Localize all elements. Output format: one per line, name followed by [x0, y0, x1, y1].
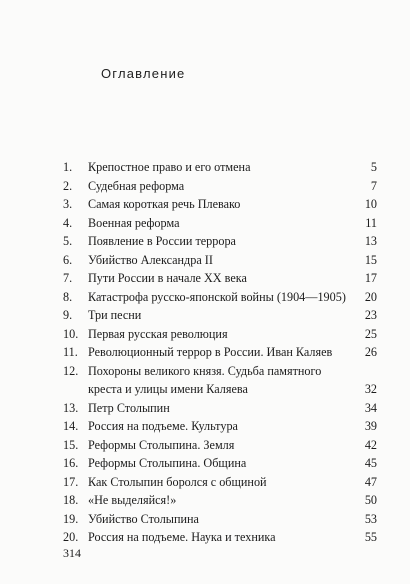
entry-number: 11.: [63, 345, 78, 359]
entry-number: 20.: [63, 530, 79, 544]
toc-entry: [63, 436, 377, 455]
entry-page: 39: [364, 419, 377, 433]
entry-title: Крепостное право и его отмена: [88, 160, 251, 174]
entry-title: Катастрофа русско-японской войны (1904—1905): [88, 289, 346, 304]
entry-page: 7: [370, 178, 377, 193]
toc-entry: [63, 251, 377, 270]
entry-number: 17.: [63, 474, 79, 489]
entry-title: Революционный террор в России. Иван Каляев: [88, 345, 333, 359]
entry-number: 12.: [63, 363, 79, 378]
entry-title: Самая короткая речь Плевако: [88, 197, 241, 211]
entry-page: 23: [364, 308, 377, 322]
toc-entry: [63, 214, 377, 233]
entry-number: 3.: [63, 197, 73, 211]
entry-number: 4.: [63, 215, 73, 230]
table-of-contents: [63, 158, 377, 547]
entry-number: 1.: [63, 160, 73, 174]
toc-entry: [63, 325, 377, 344]
entry-title: Военная реформа: [88, 215, 180, 230]
toc-heading: Оглавление: [101, 66, 186, 81]
entry-page: 55: [364, 530, 377, 544]
entry-page: 34: [364, 400, 377, 415]
entry-page: 15: [364, 252, 377, 267]
toc-entry: [63, 491, 377, 510]
toc-entry: [63, 306, 377, 325]
toc-entry: [63, 158, 377, 177]
entry-title: Реформы Столыпина. Община: [88, 456, 247, 470]
entry-page: 45: [364, 456, 377, 470]
toc-entry: [63, 528, 377, 547]
entry-title: Похороны великого князя. Судьба памятного креста и улицы имени Каляева: [88, 363, 322, 396]
entry-number: 5.: [63, 234, 73, 248]
entry-page: 26: [364, 345, 377, 359]
entry-number: 2.: [63, 178, 73, 193]
entry-number: 7.: [63, 271, 73, 285]
entry-title: Петр Столыпин: [88, 400, 170, 415]
entry-page: 25: [364, 326, 377, 341]
entry-number: 10.: [63, 326, 79, 341]
entry-number: 9.: [63, 308, 73, 322]
entry-number: 18.: [63, 493, 79, 507]
entry-title: Три песни: [88, 308, 142, 322]
toc-entry: [63, 399, 377, 418]
entry-page: 50: [364, 493, 377, 507]
toc-entry: [63, 288, 377, 307]
entry-title: Судебная реформа: [88, 178, 185, 193]
entry-number: 19.: [63, 511, 79, 526]
entry-page: 32: [364, 382, 377, 396]
toc-entry: [63, 362, 377, 399]
entry-number: 16.: [63, 456, 79, 470]
entry-page: 42: [364, 437, 377, 452]
entry-title: Появление в России террора: [88, 234, 236, 248]
entry-page: 53: [364, 511, 377, 526]
entry-title: Первая русская революция: [88, 326, 228, 341]
entry-page: 13: [364, 234, 377, 248]
entry-page: 17: [364, 271, 377, 285]
entry-page: 11: [365, 215, 377, 230]
entry-page: 20: [364, 289, 377, 304]
entry-title: Россия на подъеме. Культура: [88, 419, 238, 433]
entry-page: 5: [370, 160, 377, 174]
toc-entry: [63, 417, 377, 436]
toc-entry: [63, 473, 377, 492]
entry-title: Реформы Столыпина. Земля: [88, 437, 235, 452]
toc-entry: [63, 343, 377, 362]
entry-number: 15.: [63, 437, 79, 452]
toc-entry: [63, 195, 377, 214]
entry-title: Как Столыпин боролся с общиной: [88, 474, 267, 489]
toc-entry: [63, 177, 377, 196]
entry-title: Убийство Столыпина: [88, 511, 199, 526]
entry-number: 13.: [63, 400, 79, 415]
toc-entry: [63, 510, 377, 529]
toc-entry: [63, 454, 377, 473]
page-number: 314: [63, 546, 81, 560]
entry-title: «Не выделяйся!»: [88, 493, 177, 507]
entry-number: 8.: [63, 289, 73, 304]
entry-title: Россия на подъеме. Наука и техника: [88, 530, 276, 544]
entry-page: 47: [364, 474, 377, 489]
entry-number: 6.: [63, 252, 73, 267]
entry-number: 14.: [63, 419, 79, 433]
entry-page: 10: [364, 197, 377, 211]
toc-entry: [63, 232, 377, 251]
entry-title: Убийство Александра II: [88, 252, 213, 267]
toc-entry: [63, 269, 377, 288]
entry-title: Пути России в начале XX века: [88, 271, 247, 285]
